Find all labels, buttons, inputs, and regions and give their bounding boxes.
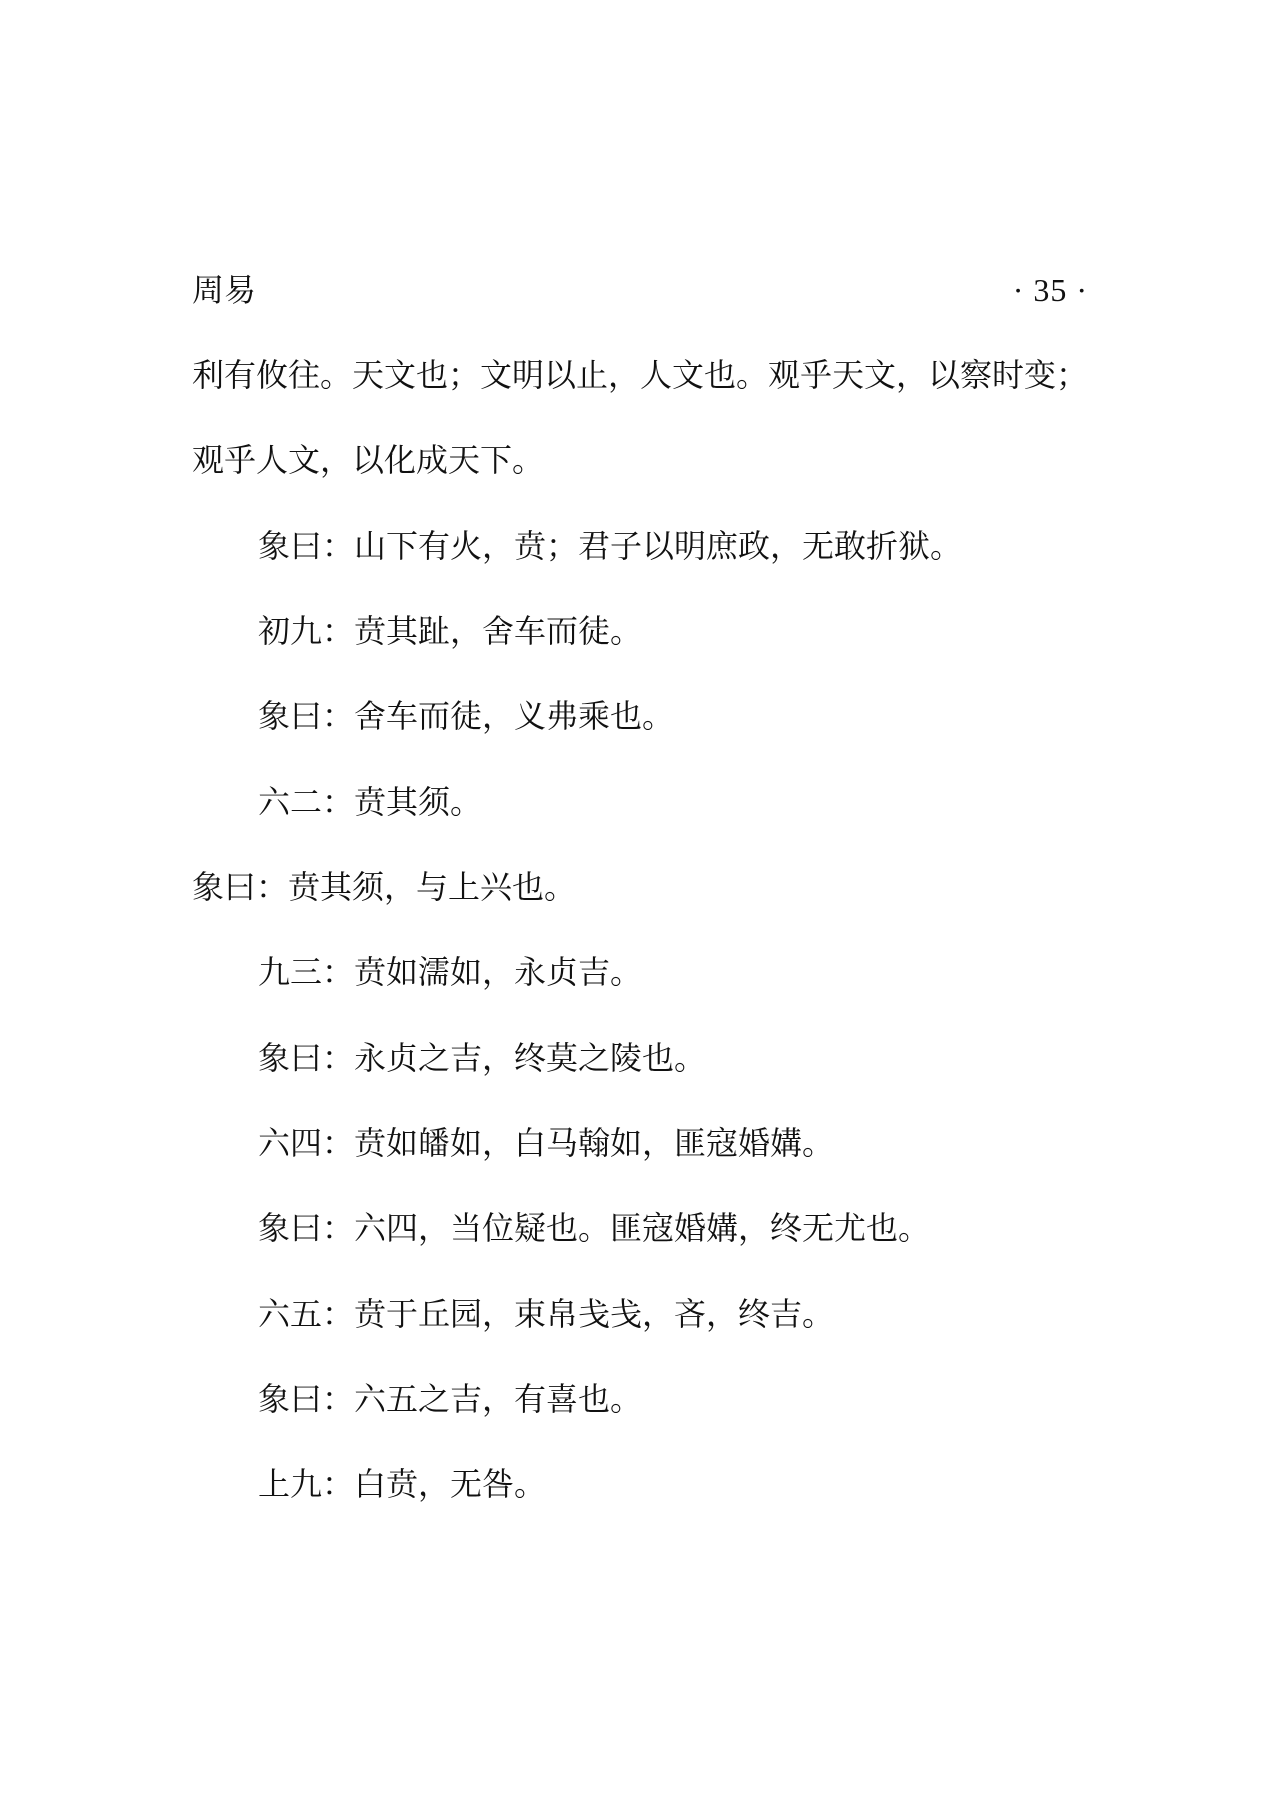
body-text-line: 上九：白贲，无咎。 <box>258 1465 547 1504</box>
body-text-line: 象曰：六四，当位疑也。匪寇婚媾，终无尤也。 <box>258 1209 931 1248</box>
body-text-line: 象曰：舍车而徒，义弗乘也。 <box>258 697 675 736</box>
body-text-line: 象曰：贲其须，与上兴也。 <box>192 868 577 907</box>
body-text-line: 象曰：永贞之吉，终莫之陵也。 <box>258 1038 707 1077</box>
body-text <box>192 333 1132 1528</box>
body-text-line: 九三：贲如濡如，永贞吉。 <box>258 953 643 992</box>
running-head-title: 周易 <box>192 271 257 309</box>
body-text-line: 六二：贲其须。 <box>258 782 483 821</box>
body-text-line: 六五：贲于丘园，束帛戋戋，吝，终吉。 <box>258 1294 835 1333</box>
body-text-line: 利有攸往。天文也；文明以止，人文也。观乎天文，以察时变； <box>192 356 1089 394</box>
body-text-line: 象曰：六五之吉，有喜也。 <box>258 1380 643 1419</box>
body-text-line: 观乎人文，以化成天下。 <box>192 441 545 480</box>
page-number: · 35 · <box>1012 272 1088 308</box>
body-text-line: 初九：贲其趾，舍车而徒。 <box>258 612 643 651</box>
body-text-line: 象曰：山下有火，贲；君子以明庶政，无敢折狱。 <box>258 526 963 565</box>
body-text-line: 六四：贲如皤如，白马翰如，匪寇婚媾。 <box>258 1124 835 1163</box>
